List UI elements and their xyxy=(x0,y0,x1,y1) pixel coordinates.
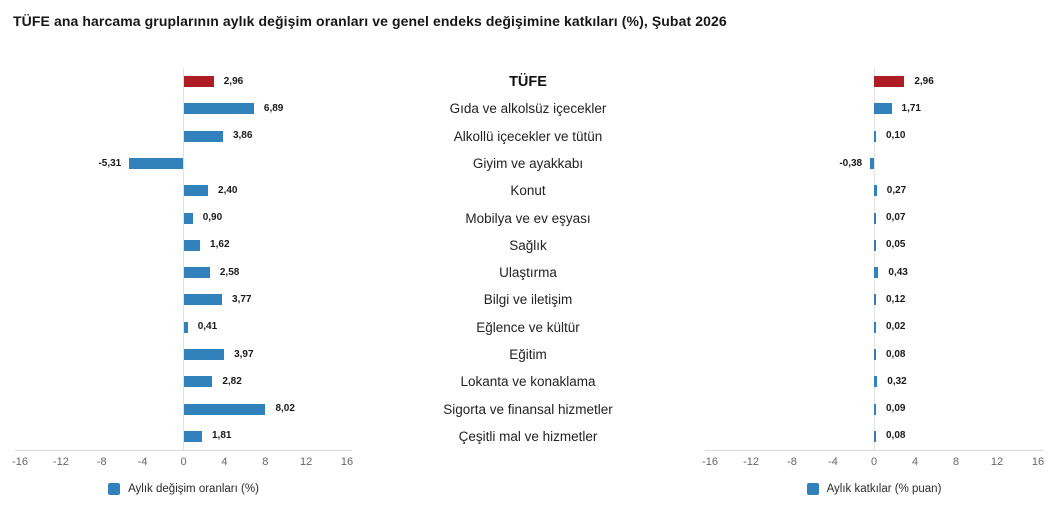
value-label-Giyim ve ayakkabı: -0,38 xyxy=(839,157,863,169)
x-tick--4: -4 xyxy=(828,456,838,468)
category-label-Eğlence ve kültür: Eğlence ve kültür xyxy=(476,319,580,335)
category-label-Gıda ve alkolsüz içecekler: Gıda ve alkolsüz içecekler xyxy=(449,101,607,117)
bar-Giyim ve ayakkabı xyxy=(129,158,183,169)
chart-title: TÜFE ana harcama gruplarının aylık değişim oranları ve genel endeks değişimine katkıları (%), Şubat 2026 xyxy=(13,13,727,29)
category-label-Çeşitli mal ve hizmetler: Çeşitli mal ve hizmetler xyxy=(458,428,598,444)
value-label-Konut: 2,40 xyxy=(218,184,238,196)
legend-swatch-blue xyxy=(807,483,819,495)
value-label-Bilgi ve iletişim: 0,12 xyxy=(886,293,906,305)
value-label-Sigorta ve finansal hizmetler: 0,09 xyxy=(886,403,906,415)
bar-Alkollü içecekler ve tütün xyxy=(874,131,876,142)
bar-TÜFE xyxy=(874,76,904,87)
category-label-Mobilya ve ev eşyası: Mobilya ve ev eşyası xyxy=(465,210,591,226)
x-tick--8: -8 xyxy=(787,456,797,468)
value-label-Ulaştırma: 2,58 xyxy=(219,266,240,278)
x-tick-12: 12 xyxy=(300,456,313,468)
category-label-TÜFE: TÜFE xyxy=(509,73,547,90)
value-label-Eğitim: 3,97 xyxy=(234,348,254,360)
x-tick-4: 4 xyxy=(221,456,228,468)
category-labels xyxy=(350,68,706,450)
value-label-Eğlence ve kültür: 0,41 xyxy=(197,321,218,333)
bar-Ulaştırma xyxy=(874,267,878,278)
x-tick--8: -8 xyxy=(96,456,107,468)
zero-gridline xyxy=(183,68,184,450)
x-tick-16: 16 xyxy=(340,456,354,468)
bar-Giyim ve ayakkabı xyxy=(870,158,874,169)
x-tick-4: 4 xyxy=(911,456,919,468)
bar-Çeşitli mal ve hizmetler xyxy=(874,431,876,442)
x-tick-0: 0 xyxy=(180,456,187,468)
category-label-Eğitim: Eğitim xyxy=(509,346,547,362)
bar-Sigorta ve finansal hizmetler xyxy=(184,404,266,415)
value-label-Bilgi ve iletişim: 3,77 xyxy=(232,293,252,305)
legend-swatch-blue xyxy=(108,483,120,495)
category-label-Sigorta ve finansal hizmetler: Sigorta ve finansal hizmetler xyxy=(443,401,613,417)
category-label-Sağlık: Sağlık xyxy=(509,237,547,253)
legend-label-monthly-contribution: Aylık katkılar (% puan) xyxy=(826,483,942,495)
value-label-TÜFE: 2,96 xyxy=(914,75,934,87)
monthly-change-plot xyxy=(12,68,354,468)
x-tick--12: -12 xyxy=(52,456,69,468)
bar-Eğitim xyxy=(874,349,876,360)
value-label-Sigorta ve finansal hizmetler: 8,02 xyxy=(275,403,295,415)
category-label-Alkollü içecekler ve tütün: Alkollü içecekler ve tütün xyxy=(453,128,603,144)
x-tick--16: -16 xyxy=(12,456,28,468)
category-label-Ulaştırma: Ulaştırma xyxy=(499,265,557,281)
bar-Bilgi ve iletişim xyxy=(184,294,223,305)
legend-monthly-contribution[interactable] xyxy=(710,480,1038,498)
value-label-Ulaştırma: 0,43 xyxy=(888,266,908,278)
bar-Gıda ve alkolsüz içecekler xyxy=(184,103,254,114)
value-label-Eğlence ve kültür: 0,02 xyxy=(886,321,906,333)
bar-Lokanta ve konaklama xyxy=(184,376,213,387)
bar-Konut xyxy=(874,185,877,196)
bar-Mobilya ve ev eşyası xyxy=(874,213,876,224)
bar-Gıda ve alkolsüz içecekler xyxy=(874,103,892,114)
x-tick--16: -16 xyxy=(702,456,718,468)
bar-Sağlık xyxy=(184,240,201,251)
value-label-Sağlık: 1,62 xyxy=(210,239,230,251)
x-tick-0: 0 xyxy=(870,456,878,468)
bar-Alkollü içecekler ve tütün xyxy=(184,131,223,142)
value-label-Mobilya ve ev eşyası: 0,90 xyxy=(202,212,223,224)
x-tick-16: 16 xyxy=(1031,456,1045,468)
category-label-Lokanta ve konaklama: Lokanta ve konaklama xyxy=(460,374,596,390)
bar-Eğitim xyxy=(184,349,225,360)
legend-monthly-change[interactable] xyxy=(20,480,347,498)
category-label-Konut: Konut xyxy=(510,183,546,199)
value-label-Eğitim: 0,08 xyxy=(886,348,906,360)
bar-Sigorta ve finansal hizmetler xyxy=(874,404,876,415)
value-label-Çeşitli mal ve hizmetler: 1,81 xyxy=(211,430,232,442)
value-label-Alkollü içecekler ve tütün: 3,86 xyxy=(232,130,253,142)
value-label-TÜFE: 2,96 xyxy=(223,75,244,87)
bar-Ulaştırma xyxy=(184,267,210,278)
bar-Lokanta ve konaklama xyxy=(874,376,877,387)
value-label-Sağlık: 0,05 xyxy=(886,239,906,251)
x-tick-12: 12 xyxy=(990,456,1004,468)
bar-Çeşitli mal ve hizmetler xyxy=(184,431,202,442)
legend-label-monthly-change: Aylık değişim oranları (%) xyxy=(128,483,259,495)
bar-Eğlence ve kültür xyxy=(874,322,876,333)
x-tick-8: 8 xyxy=(262,456,269,468)
value-label-Konut: 0,27 xyxy=(886,184,907,196)
value-label-Lokanta ve konaklama: 2,82 xyxy=(222,375,242,387)
x-axis-line xyxy=(15,450,352,451)
value-label-Gıda ve alkolsüz içecekler: 1,71 xyxy=(901,102,921,114)
x-tick-8: 8 xyxy=(952,456,960,468)
bar-Konut xyxy=(184,185,209,196)
value-label-Alkollü içecekler ve tütün: 0,10 xyxy=(886,130,906,142)
x-tick--4: -4 xyxy=(137,456,148,468)
zero-gridline xyxy=(874,68,875,450)
x-tick--12: -12 xyxy=(743,456,759,468)
bar-Bilgi ve iletişim xyxy=(874,294,876,305)
value-label-Gıda ve alkolsüz içecekler: 6,89 xyxy=(263,102,284,114)
value-label-Mobilya ve ev eşyası: 0,07 xyxy=(886,212,906,224)
value-label-Lokanta ve konaklama: 0,32 xyxy=(887,375,907,387)
value-label-Giyim ve ayakkabı: -5,31 xyxy=(98,157,122,169)
bar-Eğlence ve kültür xyxy=(184,322,188,333)
category-label-Bilgi ve iletişim: Bilgi ve iletişim xyxy=(483,292,573,308)
monthly-contribution-plot xyxy=(702,68,1045,468)
bar-TÜFE xyxy=(184,76,214,87)
bar-Sağlık xyxy=(874,240,876,251)
x-axis-line xyxy=(705,450,1043,451)
category-label-Giyim ve ayakkabı: Giyim ve ayakkabı xyxy=(472,155,584,171)
value-label-Çeşitli mal ve hizmetler: 0,08 xyxy=(886,430,906,442)
bar-Mobilya ve ev eşyası xyxy=(184,213,193,224)
